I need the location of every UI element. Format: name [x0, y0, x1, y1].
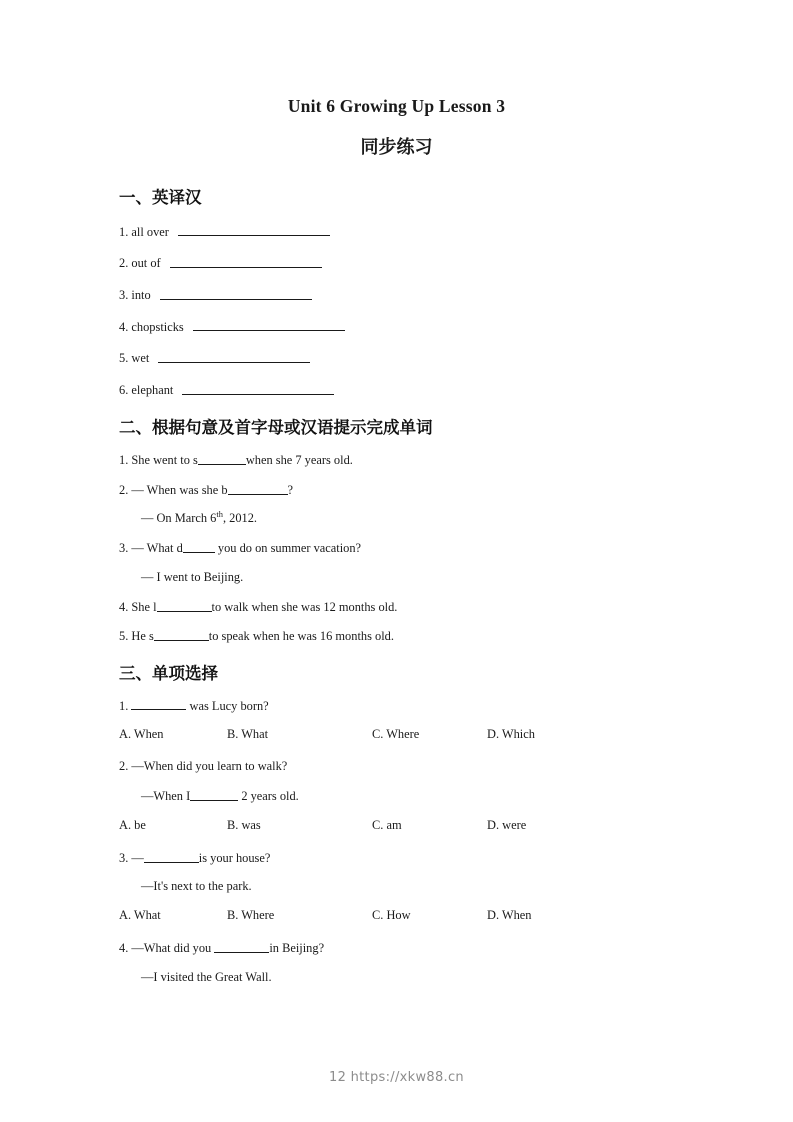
item-text-before: —What did you [131, 941, 212, 956]
item-number: 2. [119, 256, 129, 271]
item-text-before: She went to s [131, 452, 198, 467]
item-text-after: you do on summer vacation? [217, 541, 362, 556]
item-text-before: She l [131, 599, 157, 614]
item-text-after: ? [287, 482, 294, 497]
choice-options-3 [119, 908, 709, 925]
translation-item-1 [119, 224, 709, 241]
option-b[interactable]: B. was [227, 817, 261, 832]
item-text-before: — When was she b [131, 482, 228, 497]
question-stem: —When did you learn to walk? [131, 759, 288, 774]
answer-blank[interactable] [170, 255, 322, 268]
item-number: 5. [119, 350, 129, 365]
answer-blank[interactable] [154, 628, 209, 641]
translation-item-4 [119, 319, 709, 336]
answer-blank[interactable] [131, 698, 186, 711]
option-d[interactable]: D. were [487, 817, 527, 832]
answer-blank[interactable] [228, 482, 288, 495]
choice-question-2-reply [119, 788, 709, 805]
reply-text-after: 2 years old. [241, 788, 299, 803]
reply-text: —It's next to the park. [141, 879, 252, 894]
item-text-after: to speak when he was 16 months old. [208, 629, 394, 644]
item-prompt: into [131, 287, 151, 302]
answer-blank[interactable] [158, 350, 310, 363]
option-c[interactable]: C. am [372, 817, 402, 832]
item-number: 4. [119, 599, 129, 614]
word-item-3-answer [119, 570, 709, 586]
item-number: 3. [119, 541, 129, 556]
reply-text-before: —When I [141, 788, 191, 803]
item-prompt: wet [131, 350, 150, 365]
choice-question-4-reply [119, 970, 709, 986]
option-b[interactable]: B. Where [227, 908, 275, 923]
answer-blank[interactable] [157, 599, 212, 612]
section-heading-translation: 一、英译汉 [119, 188, 202, 207]
answer-blank[interactable] [182, 382, 334, 395]
section-heading-word-completion: 二、根据句意及首字母或汉语提示完成单词 [119, 418, 433, 438]
option-b[interactable]: B. What [227, 727, 269, 742]
item-prompt: elephant [131, 382, 174, 397]
choice-question-4 [119, 940, 709, 957]
answer-blank[interactable] [183, 540, 215, 553]
word-item-2-answer [119, 511, 709, 527]
choice-question-1 [119, 698, 709, 715]
word-item-4 [119, 599, 709, 616]
answer-blank[interactable] [193, 319, 345, 332]
option-a[interactable]: A. When [119, 727, 164, 742]
item-number: 5. [119, 629, 129, 644]
option-d[interactable]: D. When [487, 908, 532, 923]
translation-item-5 [119, 350, 709, 367]
document-subtitle: 同步练习 [360, 137, 433, 158]
item-text-before: — What d [131, 541, 183, 556]
answer-text-tail: , 2012. [222, 511, 258, 526]
section-heading-multiple-choice: 三、单项选择 [119, 664, 218, 684]
option-d[interactable]: D. Which [487, 727, 535, 742]
item-text-after: in Beijing? [269, 941, 325, 956]
item-text-after: was Lucy born? [189, 698, 269, 713]
word-item-3 [119, 540, 709, 557]
reply-text: —I visited the Great Wall. [141, 969, 272, 984]
answer-blank[interactable] [190, 788, 238, 801]
item-prompt: all over [131, 224, 169, 239]
item-text-after: to walk when she was 12 months old. [211, 599, 398, 614]
answer-blank[interactable] [144, 850, 199, 863]
item-number: 4. [119, 941, 129, 956]
item-text-after: when she 7 years old. [245, 452, 353, 467]
item-number: 6. [119, 382, 129, 397]
answer-text: — I went to Beijing. [141, 569, 244, 584]
item-number: 1. [119, 698, 129, 713]
item-number: 2. [119, 482, 129, 497]
choice-question-3 [119, 850, 709, 867]
item-prompt: out of [131, 256, 161, 271]
word-item-1 [119, 452, 709, 469]
item-number: 2. [119, 759, 129, 774]
option-c[interactable]: C. How [372, 908, 411, 923]
item-number: 1. [119, 452, 129, 467]
option-a[interactable]: A. What [119, 908, 161, 923]
choice-question-2 [119, 759, 709, 775]
translation-item-3 [119, 287, 709, 304]
worksheet-content [119, 186, 709, 986]
answer-text: — On March 6 [141, 511, 217, 526]
word-item-2 [119, 482, 709, 499]
item-text-before: He s [131, 629, 154, 644]
option-a[interactable]: A. be [119, 817, 146, 832]
page-footer: 12 https://xkw88.cn [329, 1070, 464, 1085]
ordinal-suffix: th [216, 509, 223, 520]
item-text-before: — [131, 850, 144, 865]
answer-blank[interactable] [178, 224, 330, 237]
item-number: 3. [119, 287, 129, 302]
word-item-5 [119, 628, 709, 645]
item-text-after: is your house? [198, 850, 271, 865]
choice-options-2 [119, 818, 709, 835]
item-number: 3. [119, 850, 129, 865]
option-c[interactable]: C. Where [372, 727, 420, 742]
answer-blank[interactable] [198, 452, 246, 465]
choice-question-3-reply [119, 879, 709, 895]
item-number: 1. [119, 224, 129, 239]
item-number: 4. [119, 319, 129, 334]
choice-options-1 [119, 727, 709, 744]
translation-item-2 [119, 255, 709, 272]
answer-blank[interactable] [160, 287, 312, 300]
item-prompt: chopsticks [131, 319, 184, 334]
document-title: Unit 6 Growing Up Lesson 3 [287, 96, 506, 116]
translation-item-6 [119, 382, 709, 399]
answer-blank[interactable] [214, 940, 269, 953]
